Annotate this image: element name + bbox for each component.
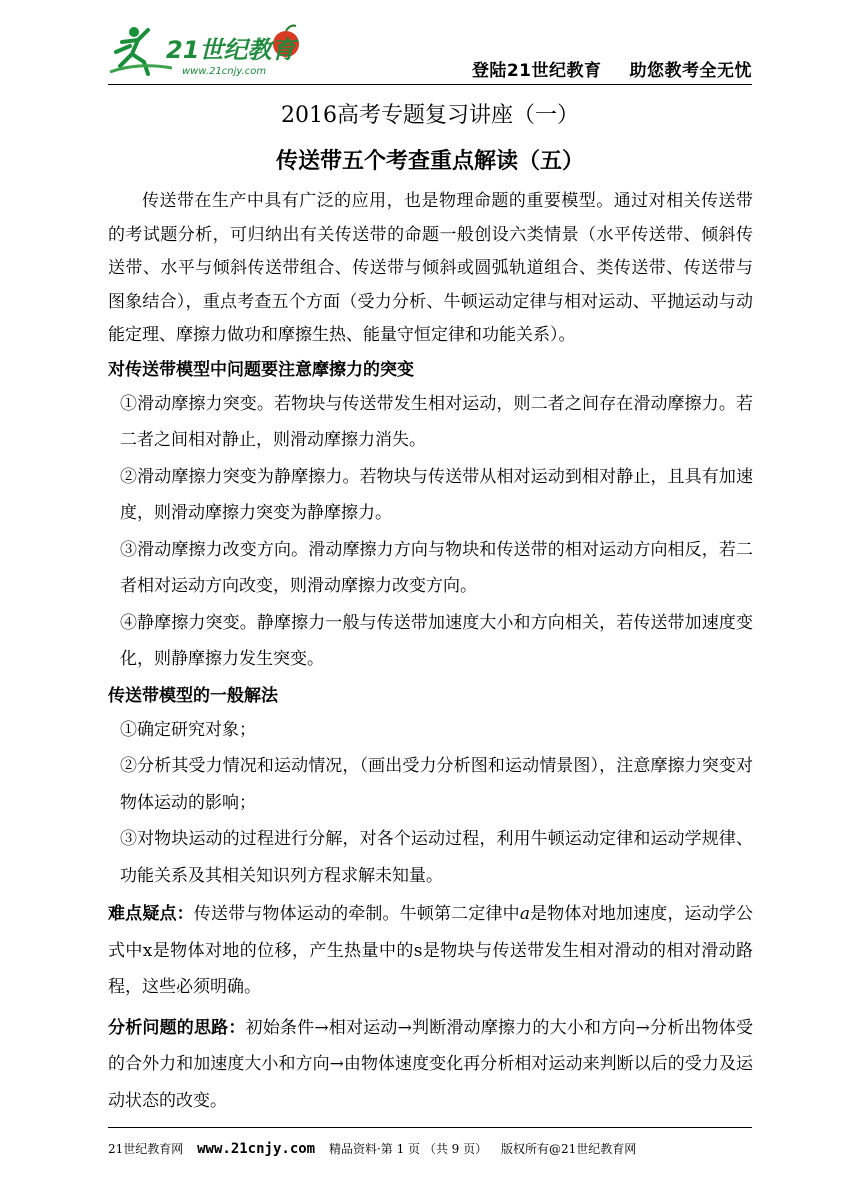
- section-heading-friction: 对传送带模型中问题要注意摩擦力的突变: [108, 359, 414, 380]
- footer-copyright: 版权所有@21世纪教育网: [500, 1142, 637, 1156]
- article-body: [108, 185, 753, 1119]
- header-tagline: [472, 56, 752, 81]
- logo-text: 21世纪教育: [166, 36, 296, 64]
- footer-url-link[interactable]: www.21cnjy.com: [197, 1141, 316, 1157]
- intro-paragraph: 传送带在生产中具有广泛的应用，也是物理命题的重要模型。通过对相关传送带的考试题分析，可归纳出有关传送带的命题一般创设六类情景（水平传送带、倾斜传送带、水平与倾斜传送带组合、传送带与倾斜或圆弧轨道组合、类传送带、传送带与图象结合），重点考查五个方面（受力分析、牛顿运动定律与相对运动、平抛运动与动能定理、摩擦力做功和摩擦生热、能量守恒定律和功能关系）。: [108, 191, 753, 345]
- approach-paragraph: [108, 1010, 753, 1120]
- list-item: ②滑动摩擦力突变为静摩擦力。若物块与传送带从相对运动到相对静止，且具有加速度，则滑动摩擦力突变为静摩擦力。: [120, 466, 753, 523]
- list-item: ①确定研究对象；: [120, 719, 256, 740]
- page-title: 2016高考专题复习讲座（一）: [281, 103, 579, 128]
- tagline-help: 助您教考全无忧: [629, 61, 752, 81]
- header-divider: [108, 84, 752, 85]
- list-item: ①滑动摩擦力突变。若物块与传送带发生相对运动，则二者之间存在滑动摩擦力。若二者之间相对静止，则滑动摩擦力消失。: [120, 393, 753, 450]
- footer-site: 21世纪教育网: [108, 1142, 184, 1156]
- approach-text: 初始条件→相对运动→判断滑动摩擦力的大小和方向→分析出物体受的合外力和加速度大小和方向→由物体速度变化再分析相对运动来判断以后的受力及运动状态的改变。: [108, 1017, 754, 1111]
- footer-page-info: 精品资料·第 1 页 （共 9 页）: [328, 1142, 488, 1156]
- list-item: ②分析其受力情况和运动情况，（画出受力分析图和运动情景图），注意摩擦力突变对物体运动的影响；: [120, 756, 753, 813]
- section-heading-method: 传送带模型的一般解法: [108, 685, 278, 706]
- difficulty-text-a: 传送带与物体运动的牵制。牛顿第二定律中: [193, 904, 520, 924]
- page-footer: [108, 1140, 646, 1157]
- page-subtitle: 传送带五个考查重点解读（五）: [275, 149, 584, 174]
- difficulty-text-b: 是物体对地加速度，运动学公式中x是物体对地的位移，产生热量中的s是物块与传送带发生相对滑动的相对滑动路程，这些必须明确。: [108, 904, 754, 997]
- difficulty-paragraph: [108, 896, 753, 1006]
- difficulty-variable: a: [519, 904, 530, 924]
- list-item: ③对物块运动的过程进行分解，对各个运动过程，利用牛顿运动定律和运动学规律、功能关系及其相关知识列方程求解未知量。: [120, 829, 753, 886]
- site-logo[interactable]: [108, 22, 308, 84]
- list-item: ④静摩擦力突变。静摩擦力一般与传送带加速度大小和方向相关，若传送带加速度变化，则静摩擦力发生突变。: [120, 612, 753, 669]
- footer-divider: [108, 1127, 752, 1128]
- approach-label: 分析问题的思路：: [108, 1017, 246, 1038]
- list-item: ③滑动摩擦力改变方向。滑动摩擦力方向与物块和传送带的相对运动方向相反，若二者相对运动方向改变，则滑动摩擦力改变方向。: [120, 539, 753, 596]
- runner-icon: [110, 27, 172, 74]
- difficulty-label: 难点疑点：: [108, 904, 194, 924]
- logo-url: www.21cnjy.com: [182, 66, 267, 77]
- tagline-login[interactable]: 登陆21世纪教育: [471, 61, 602, 81]
